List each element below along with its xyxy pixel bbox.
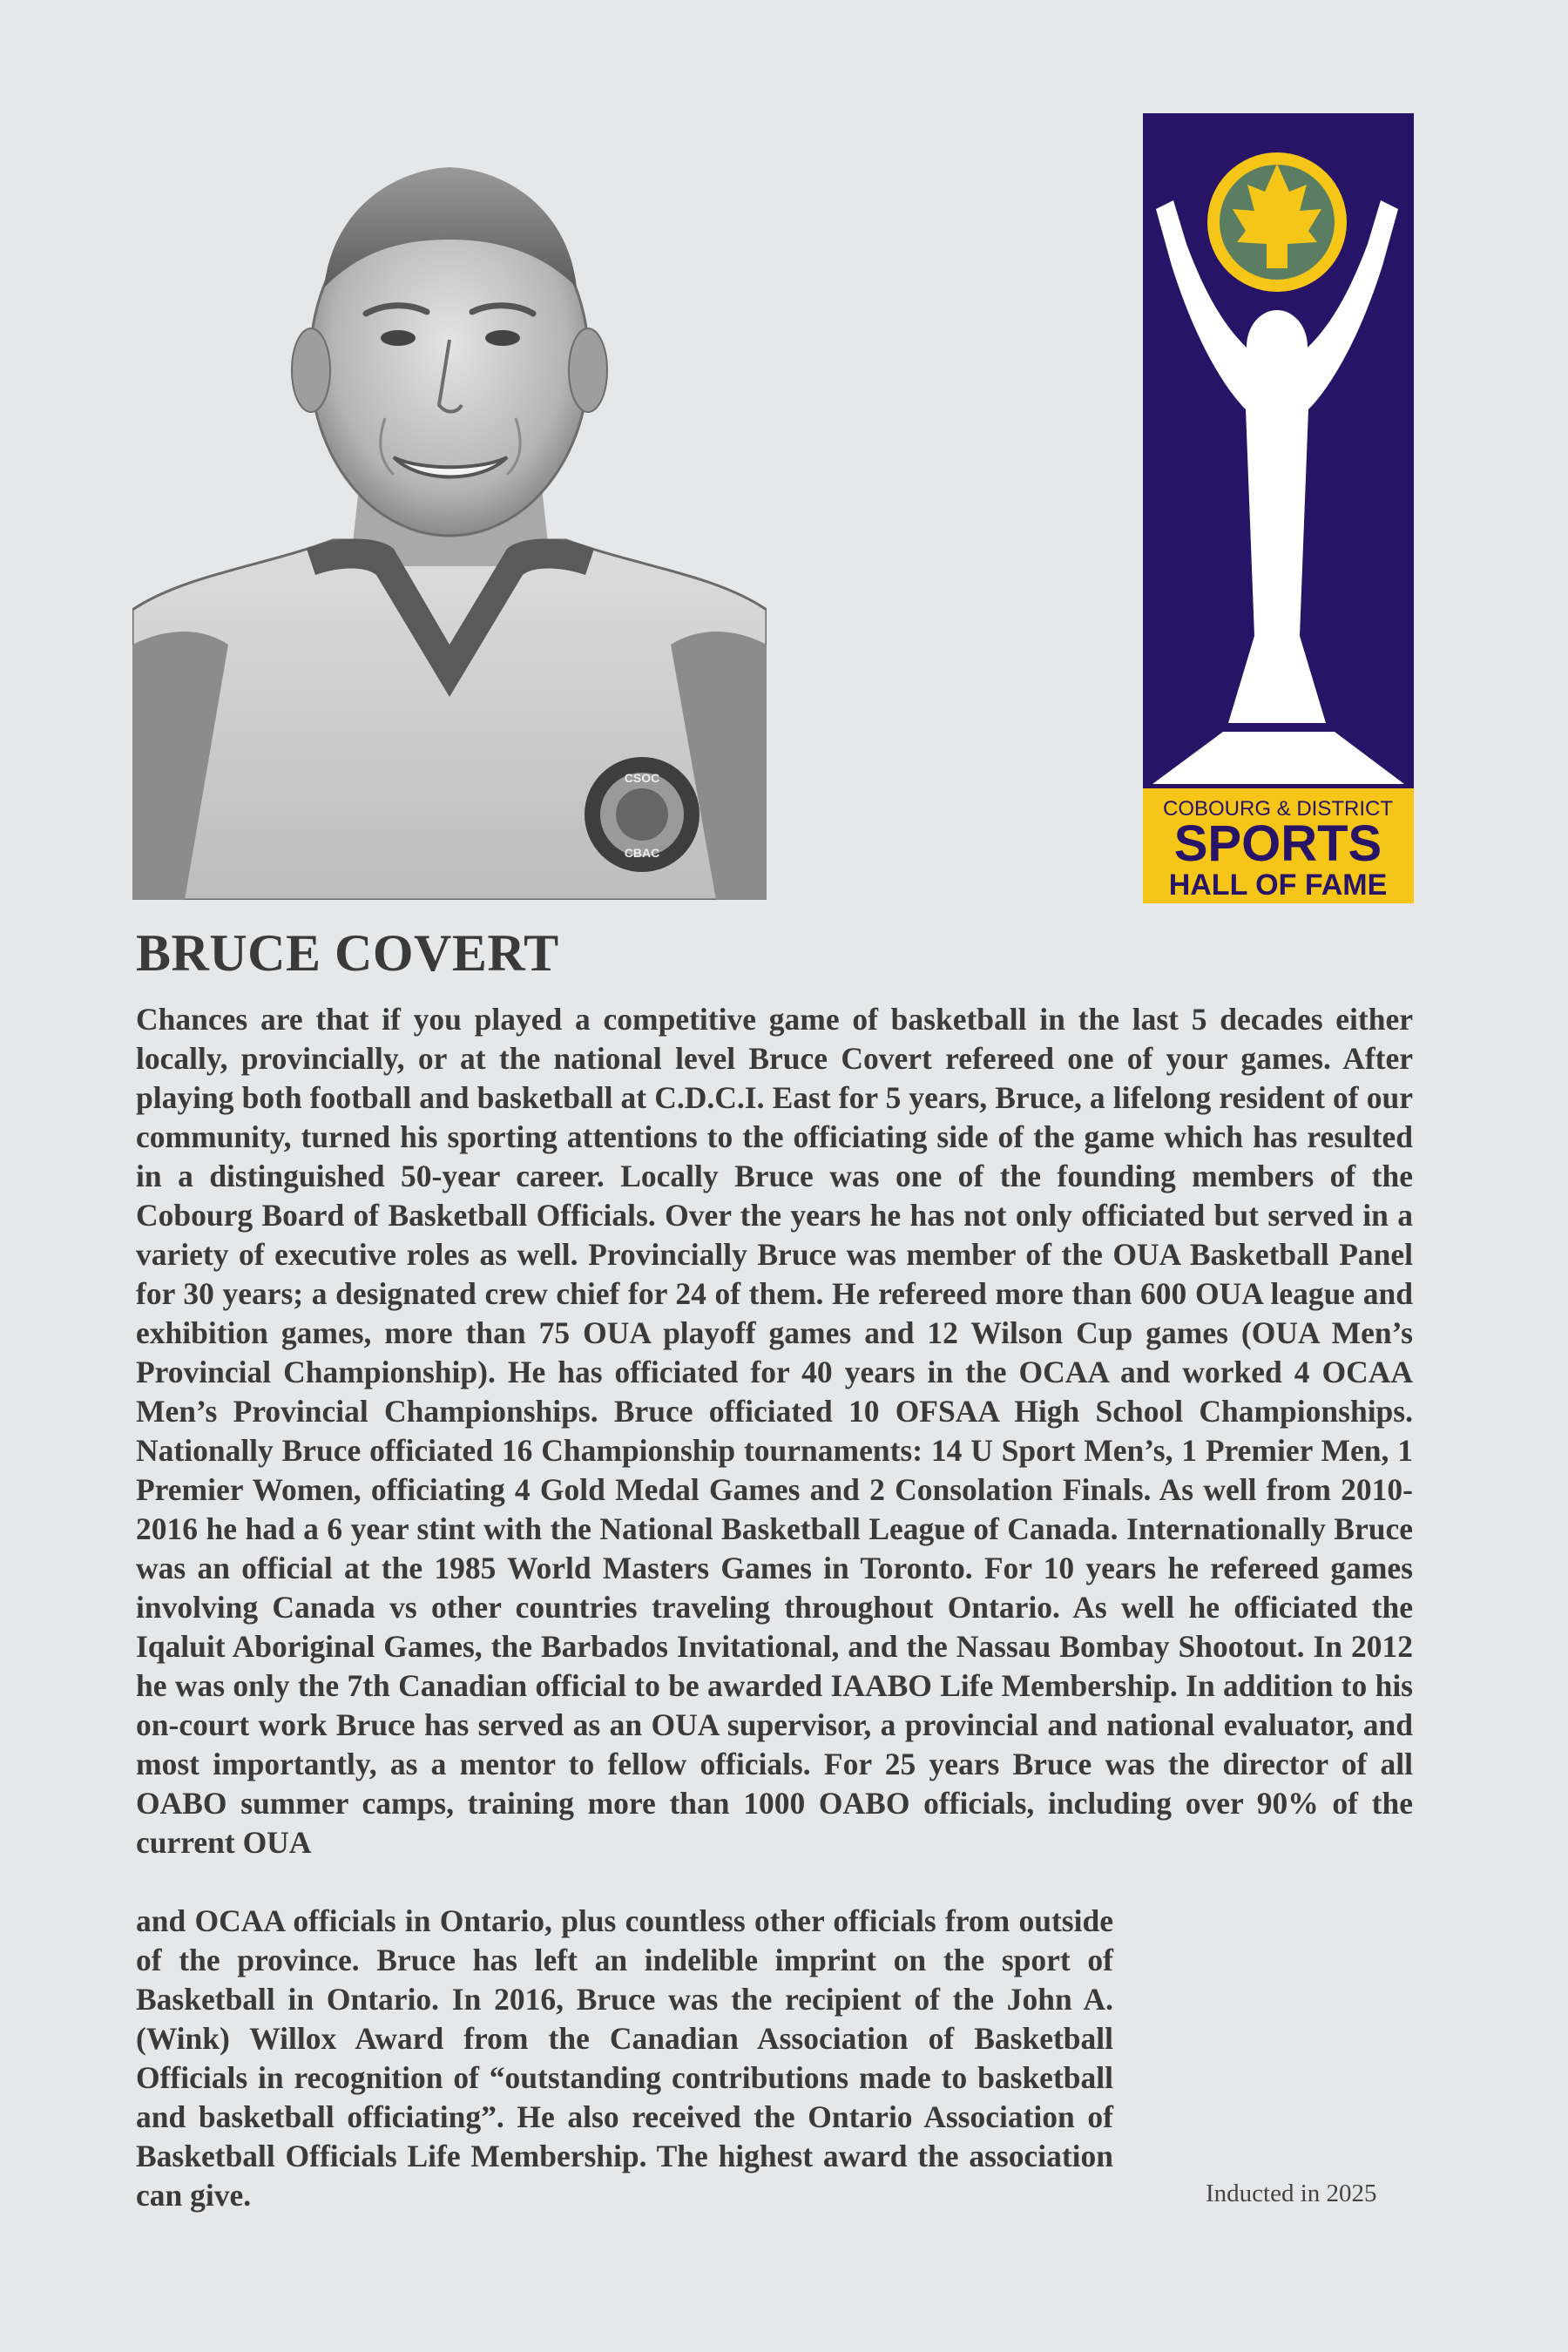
inducted-year: Inducted in 2025	[1206, 2180, 1377, 2207]
badge-top-text: CSOC	[624, 771, 660, 785]
figure-head	[1247, 310, 1308, 383]
badge-bottom-text: CBAC	[624, 846, 660, 860]
biography-main: Chances are that if you played a competitive game of basketball in the last 5 decades either locally, provincially, or at the national level Bruce Covert refereed one of your games. After playing both football and basketball at C.D.C.I. East for 5 years, Bruce, a lifelong resident of our community, turned his sporting attentions to the officiating side of the game which has resulted in a distinguished 50-year career. Locally Bruce was one of the founding members of the Cobourg Board of Basketball Officials. Over the years he has not only officiated but served in a variety of executive roles as well. Provincially Bruce was member of the OUA Basketball Panel for 30 years; a designated crew chief for 24 of them. He refereed more than 600 OUA league and exhibition games, more than 75 OUA playoff games and 12 Wilson Cup games (OUA Men’s Provincial Championship). He has officiated for 40 years in the OCAA and worked 4 OCAA Men’s Provincial Championships. Bruce officiated 10 OFSAA High School Championships. Nationally Bruce officiated 16 Championship tournaments: 14 U Sport Men’s, 1 Premier Men, 1 Premier Women, officiating 4 Gold Medal Games and 2 Consolation Finals. As well from 2010-2016 he had a 6 year stint with the National Basketball League of Canada. Internationally Bruce was an official at the 1985 World Masters Games in Toronto. For 10 years he refereed games involving Canada vs other countries traveling throughout Ontario. As well he officiated the Iqaluit Aboriginal Games, the Barbados Invitational, and the Nassau Bombay Shootout. In 2012 he was only the 7th Canadian official to be awarded IAABO Life Membership. In addition to his on-court work Bruce has served as an OUA supervisor, a provincial and national evaluator, and most importantly, as a mentor to fellow officials. For 25 years Bruce was the director of all OABO summer camps, training more than 1000 OABO officials, including over 90% of the current OUA	[136, 1002, 1413, 1860]
portrait-illustration	[132, 157, 767, 900]
logo-emblem	[1143, 113, 1414, 903]
inductee-name: BRUCE COVERT	[136, 924, 559, 982]
logo-line-1: COBOURG & DISTRICT	[1162, 797, 1394, 821]
portrait-sketch	[132, 157, 767, 900]
biography-continued: and OCAA officials in Ontario, plus countless other officials from outside of the province. Bruce has left an indelible imprint on the sport of Basketball in Ontario. In 2016, Bruce was the recipient of the John A. (Wink) Willox Award from the Canadian Association of Basketball Officials in recognition of “outstanding contributions made to basketball and basketball officiating”. He also received the Ontario Association of Basketball Officials Life Membership. The highest award the association can give.	[136, 1903, 1113, 2213]
logo-line-2: SPORTS	[1173, 815, 1382, 872]
hall-of-fame-logo	[1143, 113, 1414, 903]
referee-badge	[585, 757, 700, 872]
logo-line-3: HALL OF FAME	[1168, 868, 1388, 902]
